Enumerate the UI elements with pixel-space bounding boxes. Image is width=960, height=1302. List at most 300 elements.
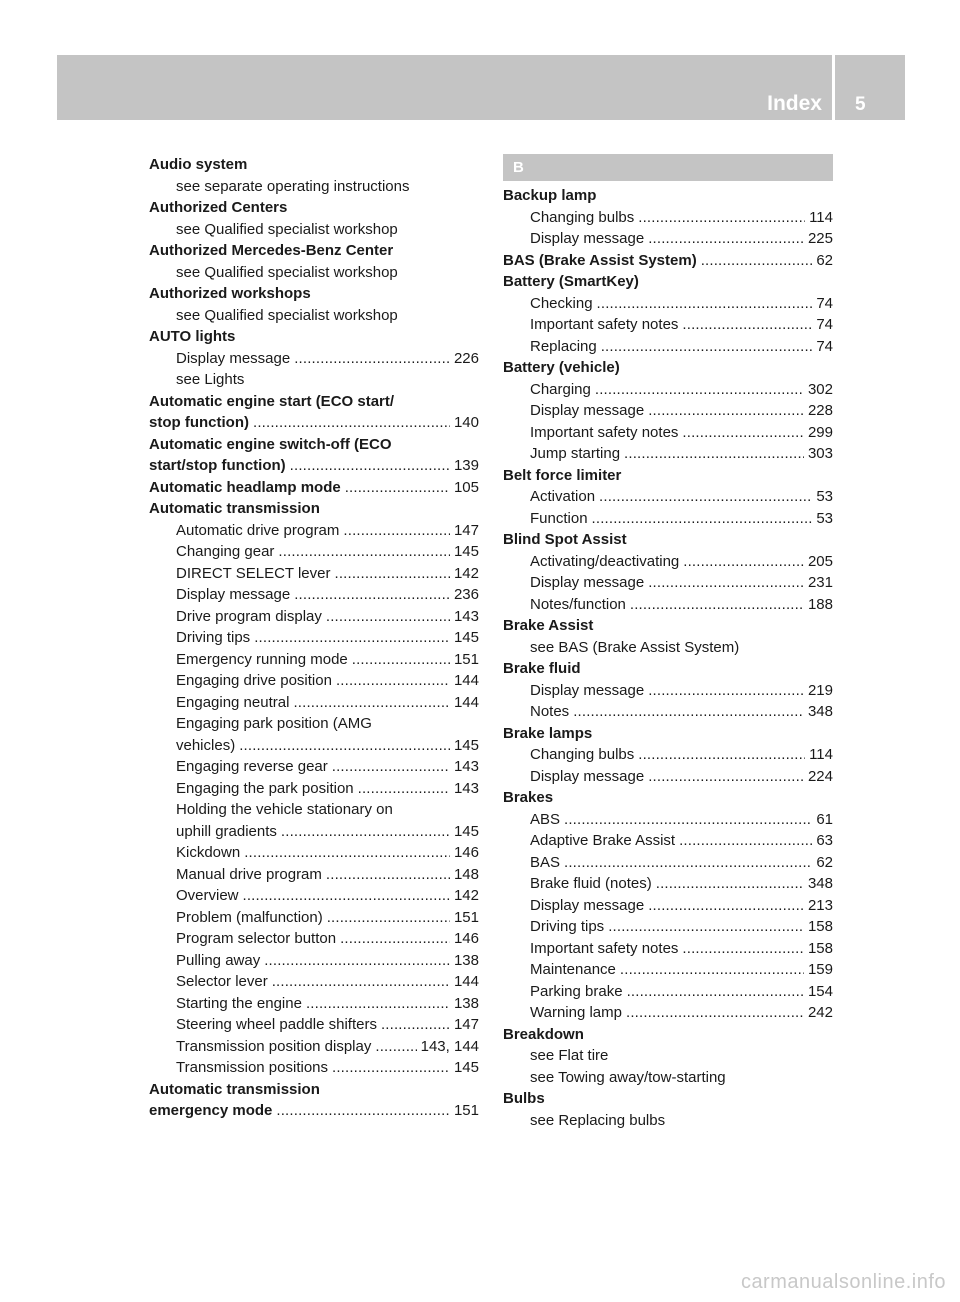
index-subentry — [149, 219, 479, 241]
index-column-left — [149, 154, 479, 1122]
entry-label: Holding the vehicle stationary on — [176, 801, 393, 818]
entry-label: Function — [530, 509, 588, 527]
page-reference[interactable]: 145 — [453, 543, 479, 560]
entry-label: Transmission positions — [176, 1059, 328, 1076]
page-reference[interactable]: 53 — [816, 488, 833, 505]
index-subentry — [503, 744, 833, 766]
index-subentry — [503, 443, 833, 465]
page-reference[interactable]: 138 — [453, 951, 479, 969]
entry-label: Automatic transmission — [149, 1080, 320, 1098]
index-subentry — [149, 756, 479, 778]
page-reference[interactable]: 62 — [816, 251, 833, 269]
dot-leader — [564, 852, 812, 874]
index-entry — [149, 240, 479, 262]
entry-label: uphill gradients — [176, 822, 277, 840]
index-entry — [149, 1079, 479, 1101]
index-subentry — [503, 830, 833, 852]
page-reference[interactable]: 302 — [807, 380, 833, 398]
index-subentry — [149, 821, 479, 843]
dot-leader — [332, 756, 450, 778]
index-entry — [149, 498, 479, 520]
index-subentry — [503, 508, 833, 530]
index-subentry — [149, 584, 479, 606]
index-subentry — [149, 842, 479, 864]
entry-label: Brakes — [503, 789, 554, 806]
page-reference[interactable]: 145 — [453, 629, 479, 646]
index-entry — [503, 529, 833, 551]
entry-label: Bulbs — [503, 1090, 545, 1107]
dot-leader — [624, 443, 804, 465]
page-reference[interactable]: 61 — [816, 810, 833, 828]
entry-label: Display message — [176, 586, 291, 603]
page-reference[interactable]: 159 — [807, 961, 833, 978]
entry-label: Audio system — [149, 156, 248, 173]
dot-leader — [278, 541, 450, 563]
page-reference[interactable]: 114 — [809, 208, 833, 226]
dot-leader — [336, 670, 450, 692]
entry-label: Parking brake — [530, 982, 623, 1000]
entry-label: Battery (SmartKey) — [503, 273, 639, 290]
page-reference[interactable]: 63 — [816, 832, 833, 849]
page-reference[interactable]: 154 — [807, 982, 833, 1000]
page-reference[interactable]: 143 — [453, 758, 479, 775]
index-subentry — [503, 572, 833, 594]
dot-leader — [601, 336, 813, 358]
index-subentry — [503, 379, 833, 401]
page-reference[interactable]: 74 — [816, 337, 833, 355]
dot-leader — [679, 830, 812, 852]
dot-leader — [381, 1014, 450, 1036]
entry-label: see separate operating instructions — [176, 177, 410, 195]
entry-label: Changing bulbs — [530, 208, 635, 226]
dot-leader — [327, 907, 450, 929]
dot-leader — [620, 959, 804, 981]
page-reference[interactable]: 145 — [453, 736, 479, 754]
dot-leader — [306, 993, 450, 1015]
entry-label: DIRECT SELECT lever — [176, 564, 331, 582]
dot-leader — [244, 842, 450, 864]
entry-label: Authorized workshops — [149, 285, 311, 302]
index-subentry — [149, 1057, 479, 1079]
dot-leader — [573, 701, 804, 723]
dot-leader — [648, 400, 804, 422]
index-subentry — [503, 701, 833, 723]
index-subentry — [503, 228, 833, 250]
entry-label: Automatic engine switch-off (ECO — [149, 435, 392, 453]
index-subentry — [149, 971, 479, 993]
index-subentry — [149, 885, 479, 907]
entry-label: Important safety notes — [530, 316, 679, 333]
entry-label: BAS (Brake Assist System) — [503, 251, 697, 269]
page-reference[interactable]: 348 — [807, 875, 833, 892]
index-subentry — [149, 369, 479, 391]
entry-label: Driving tips — [176, 629, 251, 646]
entry-label: Automatic transmission — [149, 500, 320, 517]
dot-leader — [335, 563, 450, 585]
entry-label: Overview — [176, 887, 239, 904]
dot-leader — [343, 520, 450, 542]
index-subentry — [503, 981, 833, 1003]
dot-leader — [375, 1036, 416, 1058]
entry-label: stop function) — [149, 414, 249, 431]
index-subentry — [503, 938, 833, 960]
index-entry — [149, 477, 479, 499]
entry-label: Pulling away — [176, 951, 261, 969]
entry-label: Replacing — [530, 337, 597, 355]
dot-leader — [564, 809, 812, 831]
index-subentry — [503, 852, 833, 874]
entry-label: Display message — [530, 767, 645, 785]
page-reference[interactable]: 151 — [453, 650, 479, 668]
page-reference[interactable]: 242 — [807, 1004, 833, 1021]
index-entry — [149, 197, 479, 219]
dot-leader — [352, 649, 450, 671]
entry-label: Kickdown — [176, 844, 241, 861]
dot-leader — [276, 1100, 450, 1122]
page-reference[interactable]: 158 — [807, 939, 833, 957]
entry-label: Authorized Centers — [149, 199, 288, 216]
dot-leader — [239, 735, 450, 757]
page-number: 5 — [855, 94, 866, 115]
index-subentry — [503, 916, 833, 938]
index-subentry — [503, 422, 833, 444]
index-subentry — [149, 713, 479, 735]
page-number-tab — [835, 55, 905, 120]
entry-label: Notes/function — [530, 595, 626, 613]
index-subentry — [503, 1067, 833, 1089]
dot-leader — [332, 1057, 450, 1079]
index-subentry — [149, 735, 479, 757]
page-reference[interactable]: 145 — [453, 822, 479, 840]
index-subentry — [149, 541, 479, 563]
dot-leader — [630, 594, 804, 616]
entry-label: Manual drive program — [176, 865, 322, 883]
entry-label: Transmission position display — [176, 1037, 372, 1055]
entry-label: Engaging reverse gear — [176, 758, 328, 775]
dot-leader — [682, 314, 812, 336]
page-reference[interactable]: 62 — [816, 853, 833, 871]
page-reference[interactable]: 144 — [453, 693, 479, 711]
index-subentry — [149, 649, 479, 671]
dot-leader — [638, 207, 805, 229]
page-reference[interactable]: 146 — [453, 930, 479, 947]
page-reference[interactable]: 140 — [453, 414, 479, 431]
entry-label: Changing bulbs — [530, 746, 635, 763]
index-entry — [149, 434, 479, 456]
dot-leader — [290, 455, 450, 477]
entry-label: Brake Assist — [503, 617, 594, 634]
index-subentry — [503, 551, 833, 573]
index-subentry — [149, 907, 479, 929]
entry-label: Backup lamp — [503, 187, 597, 204]
dot-leader — [626, 1002, 804, 1024]
index-entry — [503, 250, 833, 272]
page-reference[interactable]: 219 — [807, 681, 833, 699]
index-subentry — [503, 336, 833, 358]
page-reference[interactable]: 151 — [453, 1102, 479, 1119]
index-subentry — [503, 959, 833, 981]
page-reference[interactable]: 139 — [453, 457, 479, 474]
entry-label: Breakdown — [503, 1025, 584, 1043]
entry-label: Brake lamps — [503, 724, 593, 742]
entry-label: Battery (vehicle) — [503, 359, 620, 376]
dot-leader — [254, 627, 450, 649]
dot-leader — [648, 228, 804, 250]
index-subentry — [149, 176, 479, 198]
index-subentry — [503, 809, 833, 831]
entry-label: Emergency running mode — [176, 650, 348, 668]
header-title: Index — [767, 92, 822, 115]
dot-leader — [683, 551, 804, 573]
entry-label: start/stop function) — [149, 457, 286, 474]
index-subentry — [149, 799, 479, 821]
index-subentry — [503, 895, 833, 917]
index-subentry — [149, 563, 479, 585]
entry-label: Display message — [530, 574, 645, 591]
entry-label: see Qualified specialist workshop — [176, 306, 398, 324]
watermark: carmanualsonline.info — [740, 1271, 946, 1293]
dot-leader — [326, 606, 450, 628]
dot-leader — [638, 744, 805, 766]
entry-label: Important safety notes — [530, 939, 679, 957]
entry-label: Automatic headlamp mode — [149, 478, 341, 496]
index-entry — [149, 455, 479, 477]
entry-label: see Towing away/tow-starting — [530, 1068, 726, 1086]
entry-label: Brake fluid — [503, 660, 581, 677]
page-reference[interactable]: 348 — [807, 703, 833, 720]
page-reference[interactable]: 303 — [807, 445, 833, 462]
page-reference[interactable]: 228 — [807, 402, 833, 419]
page-reference[interactable]: 231 — [807, 574, 833, 591]
dot-leader — [648, 766, 804, 788]
entry-label: Brake fluid (notes) — [530, 875, 652, 892]
entry-label: Automatic engine start (ECO start/ — [149, 392, 395, 410]
page-reference[interactable]: 188 — [807, 595, 833, 613]
page-reference[interactable]: 142 — [453, 564, 479, 582]
entry-label: Adaptive Brake Assist — [530, 832, 676, 849]
index-subentry — [149, 348, 479, 370]
entry-label: Changing gear — [176, 543, 275, 560]
page-reference[interactable]: 146 — [453, 844, 479, 861]
entry-label: Steering wheel paddle shifters — [176, 1016, 377, 1033]
entry-label: see Qualified specialist workshop — [176, 263, 398, 281]
entry-label: Belt force limiter — [503, 466, 622, 484]
entry-label: Problem (malfunction) — [176, 908, 323, 926]
index-entry — [149, 154, 479, 176]
index-subentry — [149, 993, 479, 1015]
index-column-right-entries — [503, 185, 833, 1131]
index-entry — [149, 412, 479, 434]
index-subentry — [503, 1045, 833, 1067]
page-reference[interactable]: 74 — [816, 294, 833, 312]
dot-leader — [701, 250, 813, 272]
index-subentry — [503, 873, 833, 895]
dot-leader — [294, 584, 450, 606]
dot-leader — [243, 885, 450, 907]
index-subentry — [149, 928, 479, 950]
dot-leader — [682, 938, 804, 960]
index-subentry — [149, 864, 479, 886]
page-reference[interactable]: 143 — [453, 779, 479, 797]
index-subentry — [503, 400, 833, 422]
entry-label: Drive program display — [176, 607, 322, 625]
page-reference[interactable]: 151 — [453, 908, 479, 926]
dot-leader — [656, 873, 804, 895]
entry-label: Authorized Mercedes-Benz Center — [149, 242, 394, 259]
entry-label: Display message — [176, 349, 291, 367]
dot-leader — [272, 971, 450, 993]
entry-label: Program selector button — [176, 930, 337, 947]
page-reference[interactable]: 74 — [816, 316, 833, 333]
entry-label: Activating/deactivating — [530, 552, 680, 570]
index-subentry — [149, 692, 479, 714]
index-subentry — [503, 314, 833, 336]
entry-label: vehicles) — [176, 736, 236, 754]
page-reference[interactable]: 148 — [453, 865, 479, 883]
index-entry — [503, 357, 833, 379]
entry-label: see Flat tire — [530, 1047, 609, 1064]
entry-label: ABS — [530, 810, 561, 828]
page-reference[interactable]: 147 — [453, 521, 479, 539]
index-entry — [149, 326, 479, 348]
page-reference[interactable]: 144 — [453, 672, 479, 689]
entry-label: Jump starting — [530, 445, 621, 462]
index-subentry — [149, 606, 479, 628]
dot-leader — [281, 821, 450, 843]
entry-label: Display message — [530, 230, 645, 247]
index-subentry — [149, 627, 479, 649]
index-subentry — [503, 766, 833, 788]
index-entry — [503, 787, 833, 809]
index-entry — [503, 185, 833, 207]
entry-label: Display message — [530, 681, 645, 699]
entry-label: Engaging the park position — [176, 779, 354, 797]
index-subentry — [503, 1110, 833, 1132]
dot-leader — [648, 680, 804, 702]
page-reference[interactable]: 114 — [809, 746, 833, 763]
entry-label: Display message — [530, 402, 645, 419]
page-reference[interactable]: 144 — [453, 973, 479, 990]
entry-label: Engaging park position (AMG — [176, 715, 372, 732]
index-entry — [149, 283, 479, 305]
entry-label: Engaging drive position — [176, 672, 332, 689]
dot-leader — [627, 981, 804, 1003]
index-subentry — [503, 637, 833, 659]
page-reference[interactable]: 205 — [807, 552, 833, 570]
index-subentry — [503, 594, 833, 616]
page-reference[interactable]: 225 — [807, 230, 833, 247]
dot-leader — [294, 348, 450, 370]
entry-label: Activation — [530, 488, 596, 505]
page-reference[interactable]: 226 — [453, 349, 479, 367]
index-entry — [503, 465, 833, 487]
page-reference[interactable]: 105 — [453, 478, 479, 496]
index-subentry — [149, 950, 479, 972]
entry-label: Warning lamp — [530, 1004, 622, 1021]
page-reference[interactable]: 147 — [453, 1016, 479, 1033]
page-reference[interactable]: 213 — [807, 896, 833, 914]
dot-leader — [358, 778, 450, 800]
entry-label: AUTO lights — [149, 328, 236, 345]
dot-leader — [264, 950, 450, 972]
index-subentry — [149, 305, 479, 327]
index-subentry — [503, 207, 833, 229]
entry-label: Starting the engine — [176, 994, 302, 1012]
entry-label: see Replacing bulbs — [530, 1111, 666, 1129]
index-subentry — [149, 1036, 479, 1058]
entry-label: Driving tips — [530, 918, 605, 935]
page-header-bar — [57, 55, 832, 120]
dot-leader — [345, 477, 450, 499]
index-subentry — [149, 670, 479, 692]
index-entry — [503, 658, 833, 680]
page-reference[interactable]: 299 — [807, 423, 833, 441]
index-entry — [149, 391, 479, 413]
dot-leader — [608, 916, 804, 938]
dot-leader — [599, 486, 812, 508]
dot-leader — [592, 508, 813, 530]
page-reference[interactable]: 138 — [453, 994, 479, 1012]
index-entry — [503, 723, 833, 745]
dot-leader — [326, 864, 450, 886]
page-reference[interactable]: 158 — [807, 918, 833, 935]
entry-label: see Qualified specialist workshop — [176, 220, 398, 238]
page-reference[interactable]: 142 — [453, 887, 479, 904]
entry-label: Automatic drive program — [176, 521, 340, 539]
index-subentry — [503, 486, 833, 508]
dot-leader — [293, 692, 450, 714]
section-letter-header: B — [503, 154, 833, 181]
entry-label: emergency mode — [149, 1102, 273, 1119]
index-subentry — [503, 293, 833, 315]
entry-label: see BAS (Brake Assist System) — [530, 638, 740, 656]
entry-label: Important safety notes — [530, 423, 679, 441]
index-subentry — [149, 778, 479, 800]
index-subentry — [149, 1014, 479, 1036]
entry-label: Blind Spot Assist — [503, 531, 627, 548]
index-subentry — [503, 1002, 833, 1024]
dot-leader — [648, 895, 804, 917]
entry-label: Charging — [530, 380, 591, 398]
page-reference[interactable]: 143 — [453, 607, 479, 625]
dot-leader — [253, 412, 450, 434]
index-subentry — [149, 262, 479, 284]
index-entry — [503, 1024, 833, 1046]
index-column-right — [503, 154, 833, 1131]
entry-label: Selector lever — [176, 973, 268, 990]
entry-label: Notes — [530, 703, 570, 720]
page-reference[interactable]: 145 — [453, 1059, 479, 1076]
dot-leader — [340, 928, 450, 950]
entry-label: Engaging neutral — [176, 693, 290, 711]
dot-leader — [597, 293, 813, 315]
index-entry — [503, 615, 833, 637]
index-subentry — [149, 520, 479, 542]
index-entry — [503, 271, 833, 293]
dot-leader — [595, 379, 804, 401]
page-reference[interactable]: 224 — [807, 767, 833, 785]
dot-leader — [682, 422, 804, 444]
index-entry — [149, 1100, 479, 1122]
entry-label: Maintenance — [530, 961, 616, 978]
entry-label: Checking — [530, 294, 593, 312]
page-reference[interactable]: 53 — [816, 509, 833, 527]
index-subentry — [503, 680, 833, 702]
entry-label: BAS — [530, 853, 561, 871]
page-reference[interactable]: 236 — [453, 586, 479, 603]
dot-leader — [648, 572, 804, 594]
page-reference[interactable]: 143, 144 — [420, 1037, 479, 1055]
